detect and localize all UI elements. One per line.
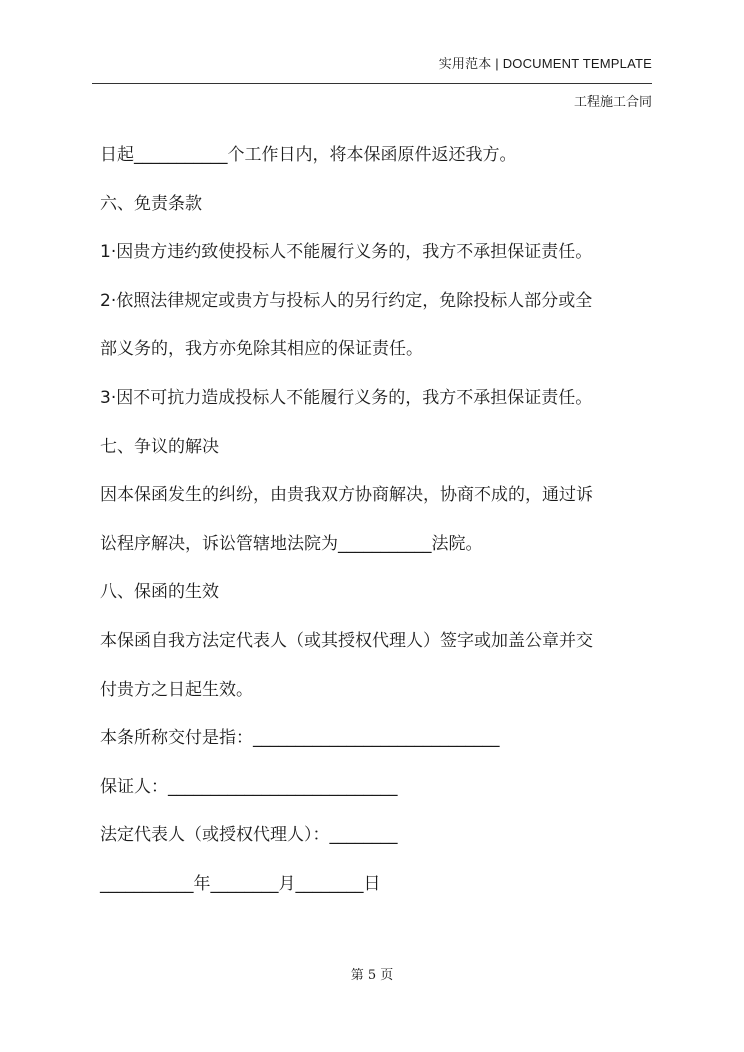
section-heading: 八、保函的生效 [100, 582, 219, 603]
date-line: ___________年________月________日 [100, 873, 381, 894]
text-line: 2·依照法律规定或贵方与投标人的另行约定，免除投标人部分或全 [100, 290, 593, 311]
text-line: 本保函自我方法定代表人（或其授权代理人）签字或加盖公章并交 [100, 630, 593, 651]
representative-signature-line: 法定代表人（或授权代理人）：________ [100, 825, 398, 846]
text-line: 讼程序解决，诉讼管辖地法院为___________法院。 [100, 533, 483, 554]
header-subtitle: 工程施工合同 [573, 95, 652, 110]
text-line: 付贵方之日起生效。 [100, 679, 253, 700]
section-heading: 七、争议的解决 [100, 436, 219, 457]
document-body [100, 140, 660, 918]
guarantor-signature-line: 保证人：___________________________ [100, 776, 398, 797]
text-line: 3·因不可抗力造成投标人不能履行义务的，我方不承担保证责任。 [100, 387, 593, 408]
text-line: 1·因贵方违约致使投标人不能履行义务的，我方不承担保证责任。 [100, 242, 593, 263]
header-title: 实用范本 | DOCUMENT TEMPLATE [438, 56, 652, 71]
header-divider [92, 83, 652, 84]
section-heading: 六、免责条款 [100, 193, 202, 214]
delivery-definition-line: 本条所称交付是指：_____________________________ [100, 728, 500, 749]
text-line: 部义务的，我方亦免除其相应的保证责任。 [100, 339, 423, 360]
text-line: 因本保函发生的纠纷，由贵我双方协商解决，协商不成的，通过诉 [100, 485, 593, 506]
text-line: 日起___________个工作日内，将本保函原件返还我方。 [100, 145, 517, 165]
page-number: 第 5 页 [350, 968, 394, 983]
